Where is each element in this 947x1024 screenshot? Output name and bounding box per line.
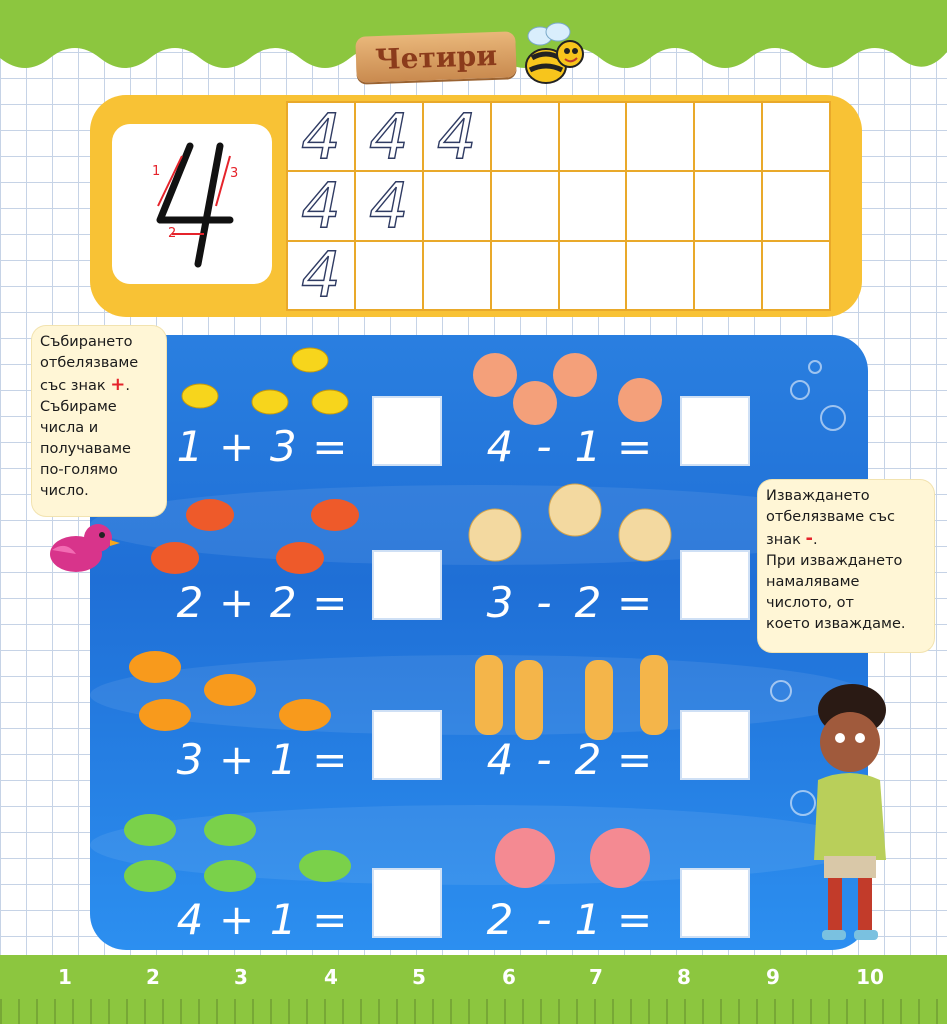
operand: 4 [486, 422, 514, 471]
grid-cell[interactable] [287, 99, 355, 173]
grid-cell[interactable] [355, 241, 423, 310]
seahorse-icon [465, 650, 690, 740]
answer-box[interactable] [680, 550, 750, 620]
speech-line: числа и [40, 420, 99, 436]
speech-line: Събирането [40, 334, 133, 350]
pink-starfish-icon [485, 818, 660, 898]
grid-cell[interactable] [694, 241, 762, 310]
equation [175, 895, 347, 944]
bubble-icon [820, 405, 846, 431]
operator: + [219, 422, 255, 471]
operand: 3 [486, 578, 514, 627]
operand: 3 [176, 735, 204, 784]
plus-sign: + [110, 374, 126, 395]
operand: 3 [269, 422, 297, 471]
speech-line: със знак +. [40, 374, 130, 395]
grid-cell[interactable] [287, 168, 355, 242]
operand: 2 [574, 578, 602, 627]
number-cell: 10 [856, 965, 884, 989]
addition-speech-bubble [32, 326, 166, 516]
operator: - [536, 735, 552, 784]
equals-sign: = [312, 578, 348, 627]
grid-cell[interactable] [626, 171, 694, 240]
speech-line: отбелязваме [40, 355, 139, 371]
operand: 4 [486, 735, 514, 784]
speech-text: със знак [40, 378, 106, 394]
operator: - [536, 895, 552, 944]
yellow-fish-icon [170, 340, 370, 420]
number-cell: 1 [58, 965, 72, 989]
speech-line: знак -. [766, 528, 818, 549]
starfish-icon [465, 345, 665, 430]
grid-cell[interactable] [423, 241, 491, 310]
operand: 4 [176, 895, 204, 944]
number-cell: 8 [677, 965, 691, 989]
stroke-number-1: 1 [152, 164, 161, 179]
operand: 1 [176, 422, 204, 471]
answer-box[interactable] [372, 868, 442, 938]
equation [485, 735, 652, 784]
operator: - [536, 422, 552, 471]
equals-sign: = [617, 422, 653, 471]
speech-line: число. [40, 483, 89, 499]
grid-cell[interactable] [559, 102, 627, 171]
operand: 2 [574, 735, 602, 784]
red-fish-icon [135, 490, 385, 580]
operand: 2 [486, 895, 514, 944]
title-plank [355, 31, 517, 83]
equation [485, 895, 652, 944]
grid-row [287, 241, 830, 310]
trace-digit: 4 [369, 168, 409, 242]
grid-cell[interactable] [762, 102, 830, 171]
grid-cell[interactable] [423, 171, 491, 240]
operand: 1 [574, 895, 602, 944]
grid-cell[interactable] [559, 171, 627, 240]
trace-digit: 4 [436, 99, 477, 173]
operator: - [536, 578, 552, 627]
equation [175, 578, 347, 627]
speech-line: Събираме [40, 399, 117, 415]
stroke-number-2: 2 [168, 226, 177, 241]
answer-box[interactable] [680, 396, 750, 466]
grid-cell[interactable] [694, 171, 762, 240]
speech-line: При изваждането [766, 553, 903, 569]
speech-line: по-голямо [40, 462, 118, 478]
minus-sign: - [805, 528, 813, 549]
stroke-number-3: 3 [230, 166, 239, 181]
trace-digit: 4 [369, 99, 409, 173]
boy-character-icon [800, 680, 895, 950]
operand: 1 [574, 422, 602, 471]
operand: 2 [176, 578, 204, 627]
grid-cell[interactable] [355, 168, 423, 242]
operand: 1 [269, 895, 297, 944]
operand: 1 [269, 735, 297, 784]
tracing-grid [286, 101, 831, 311]
number-cell: 7 [589, 965, 603, 989]
equals-sign: = [617, 578, 653, 627]
grid-row [287, 171, 830, 240]
trace-digit: 4 [301, 238, 341, 312]
equation [485, 422, 652, 471]
grid-cell[interactable] [626, 241, 694, 310]
number-cell: 9 [766, 965, 780, 989]
equation [175, 422, 347, 471]
grid-cell[interactable] [762, 171, 830, 240]
operand: 2 [269, 578, 297, 627]
equals-sign: = [617, 735, 653, 784]
speech-text: знак [766, 532, 801, 548]
number-cell: 2 [146, 965, 160, 989]
answer-box[interactable] [680, 868, 750, 938]
equation [485, 578, 652, 627]
grid-cell[interactable] [762, 241, 830, 310]
number-cell: 3 [234, 965, 248, 989]
model-digit-4 [112, 124, 272, 284]
subtraction-speech-bubble [758, 480, 934, 652]
number-strip [0, 955, 947, 1024]
bird-icon [40, 510, 120, 585]
page-title: Четири [374, 38, 498, 76]
grid-cell[interactable] [491, 241, 559, 310]
grid-cell[interactable] [423, 99, 491, 173]
grid-cell[interactable] [491, 171, 559, 240]
speech-line: намаляваме [766, 574, 860, 590]
speech-line: Изваждането [766, 488, 870, 504]
clownfish-icon [110, 645, 340, 740]
answer-box[interactable] [680, 710, 750, 780]
answer-box[interactable] [372, 710, 442, 780]
answer-box[interactable] [372, 550, 442, 620]
model-digit-box [112, 124, 272, 284]
speech-line: числото, от [766, 595, 854, 611]
grid-cell[interactable] [287, 238, 355, 312]
operator: + [219, 578, 255, 627]
equals-sign: = [312, 895, 348, 944]
bubble-icon [770, 680, 792, 702]
equals-sign: = [617, 895, 653, 944]
grid-cell[interactable] [491, 102, 559, 171]
answer-box[interactable] [372, 396, 442, 466]
operator: + [219, 735, 255, 784]
pufferfish-icon [465, 480, 690, 570]
bubble-icon [790, 380, 810, 400]
trace-digit: 4 [301, 99, 341, 173]
speech-line: получаваме [40, 441, 131, 457]
bee-icon [518, 20, 592, 90]
grid-cell[interactable] [626, 102, 694, 171]
grid-cell[interactable] [559, 241, 627, 310]
speech-line: което изваждаме. [766, 616, 906, 632]
equation [175, 735, 347, 784]
operator: + [219, 895, 255, 944]
trace-digit: 4 [301, 168, 341, 242]
speech-line: отбелязваме със [766, 509, 895, 525]
equals-sign: = [312, 422, 348, 471]
bubble-icon [808, 360, 822, 374]
ruler-ticks [0, 999, 947, 1024]
equals-sign: = [312, 735, 348, 784]
number-cell: 6 [502, 965, 516, 989]
number-cell: 4 [324, 965, 338, 989]
number-cell: 5 [412, 965, 426, 989]
grid-cell[interactable] [694, 102, 762, 171]
green-fish-icon [110, 808, 360, 898]
grid-cell[interactable] [355, 99, 423, 173]
grid-row [287, 102, 830, 171]
